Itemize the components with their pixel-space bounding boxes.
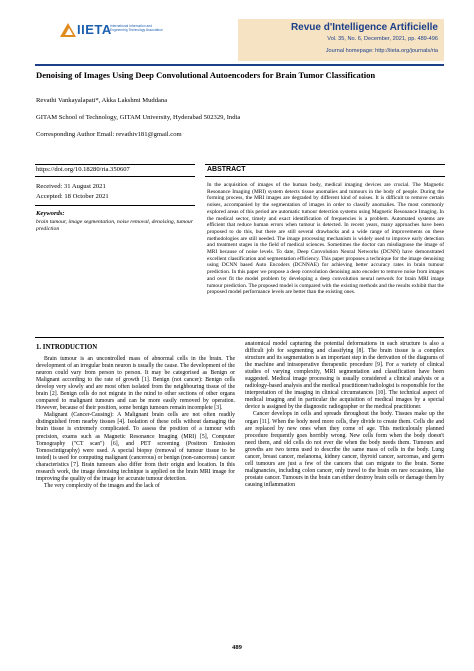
doi-bottom-rule (35, 176, 195, 177)
abstract-top-rule (205, 164, 445, 165)
logo-triangle-inner (65, 28, 73, 35)
section-heading-introduction: 1. INTRODUCTION (36, 344, 98, 351)
doi-link[interactable]: https://doi.org/10.18280/ria.350607 (36, 166, 130, 173)
abstract-text: In the acquisition of images of the human body, medical imaging devices are crucial. The Magnetic Resonance Imaging (MRI) system detects tissue anomalies and tumours in the body of people. During the forming process, the MRI images are degraded by different kind of noises. It is difficult to remove certain noises, accompanied by the segmentation of images in order to classify anomalies. The most commonly explored areas of this period are automatic tumour detection systems using Magnetic Resonance Imaging. In the medical sector, timely and exact identification of frequencies is a problem. Automated systems are efficient that reduce human errors when tumour is detected. In recent years, many approaches have been proposed to do this, but there are still several drawbacks and a wide range of improvements on these methodologies are still needed. The image processing mechanism is widely used to improve early detection and treatment stages in the field of medical sciences. Sometimes the doctor can misdiagnose the image of MRI because of noise levels. To date, Deep Convolution Neural Networks (DCNN) have demonstrated excellent classification and segmentation efficiency. This paper proposes a technique for the image denoising using DCNN based Auto Encoders (DCNNAE) for achieving better accuracy rates in brain tumour prediction. In this paper we propose a deep convolution denoising auto encoder to remove noise from images and over fit the model problem by developing a deep convolution neural network for brain MRI image tumour prediction. The proposed model is compared with the existing methods and the results exhibit that the proposed model performance levels are better than the existing ones. (207, 182, 444, 296)
paragraph: Cancer develops in cells and spreads throughout the body. Tissues make up the organ [11]. When the body need more cells, they divide to create them. Cells die and are replaced by new ones when they come of age. This meticulously planned procedure frequently goes horribly wrong. New cells form when the body doesn't need them, and old cells do not ever die when the body needs them. Tumours and growths are two terms used to describe the same mass of cells in the body. Lung cancer, breast cancer, melanoma, kidney cancer, thyroid cancer, sarcomas, and germ cell tumours are just a few of the cancers that can migrate to the brain. Some malignancies, including colon cancer, only travel to the brain on rare occasions, like prostate cancer. Tumours in the brain can either destroy brain cells or damage them by causing inflammation (245, 411, 444, 488)
header-divider (35, 64, 444, 66)
paragraph: anatomical model capturing the potential deformations in each structure is also a difficult job for segmenting and classifying [8]. The brain tissue is a complex structure and its segmentation is an important step in the derivation of the diagrams of the machine and intraoperative therapeutic procedure [9]. For a variety of clinical studies of varying complexity, MRI segmentation and classification have been suggested. Medical image processing is usually considered a clinical analysis or a radiology-based analysis and the medical practitioner/radiologist is responsible for the interpretation of the imaging in clinical circumstances [10]. The technical aspect of medical imaging and in particular the acquisition of medical images by a special device is assigned by the diagnostic radiographer or the medical practitioner. (245, 341, 444, 411)
journal-volume: Vol. 35, No. 6, December, 2021, pp. 489-496 (327, 36, 438, 42)
authors: Revathi Vankayalapati*, Akka Lakshmi Muddana (36, 97, 168, 104)
body-column-right (245, 341, 444, 489)
received-date: Received: 31 August 2021 (36, 183, 106, 190)
abstract-heading: ABSTRACT (207, 166, 246, 173)
paper-title: Denoising of Images Using Deep Convolutional Autoencoders for Brain Tumor Classification (36, 70, 376, 80)
body-column-left (36, 356, 235, 490)
logo-org-text: International Information and Engineering Technology Association (110, 24, 163, 33)
accepted-date: Accepted: 18 October 2021 (36, 193, 109, 200)
affiliation: GITAM School of Technology, GITAM University, Hyderabad 502329, India (36, 114, 241, 121)
abstract-bottom-rule (205, 176, 445, 177)
journal-name: Revue d'Intelligence Artificielle (290, 22, 438, 33)
keywords-text: brain tumour, image segmentation, noise removal, denoising, tumour prediction (36, 219, 193, 232)
paragraph: Brain tumour is an uncontrolled mass of abnormal cells in the brain. The development of an irregular brain neuron is usually the cause. The development of the neuron could vary from person to person. It may be categorised as Benign or Malignant according to the rate of growth [1]. Benign (not cancer): Benign cells develop very slowly and are most often isolated from the neighbouring tissue of the brain [2]. Benign cells do not migrate in the mind to other sections of other organs compared to malignant tumours and can be more easily removed by operation. However, because of their position, some benign tumours remain incomplete [3]. (36, 356, 235, 412)
keywords-heading: Keywords: (36, 210, 65, 217)
journal-logo (60, 22, 163, 40)
abstract-end-rule (35, 337, 444, 338)
logo-brand-text: IIETA (77, 22, 112, 37)
doi-top-rule (35, 164, 195, 165)
dates-rule (35, 205, 195, 206)
journal-homepage[interactable]: Journal homepage: http://iieta.org/journals/ria (325, 48, 438, 54)
corresponding-author: Corresponding Author Email: revathiv181@gmail.com (36, 131, 182, 138)
page-number: 489 (232, 644, 242, 651)
paragraph: The very complexity of the images and the lack of (44, 482, 160, 489)
paragraph: Malignant (Cancer-Causing): A Malignant brain cells are not often readily distinguished from nearby tissues [4]. Isolation of these cells without damaging the brain tissue is extremely complicated. To assess the position of a tumour with precision, exams such as Magnetic Resonance Imaging (MRI) [5], Computer Tomography ("CT scan") [6], and PET screening (Positron Emission Tomoscintigraphy) were used. A special biopsy (removal of tumour tissue to be tested) is used for computing malignant (cancerous) or benign (non-cancerous) cancer characteristics [7]. Brain tumours also differ from their origin and location. In this research work, the image denoising technique is applied on the brain MRI image for improving the quality of the image for accurate tumour detection. (36, 412, 235, 482)
